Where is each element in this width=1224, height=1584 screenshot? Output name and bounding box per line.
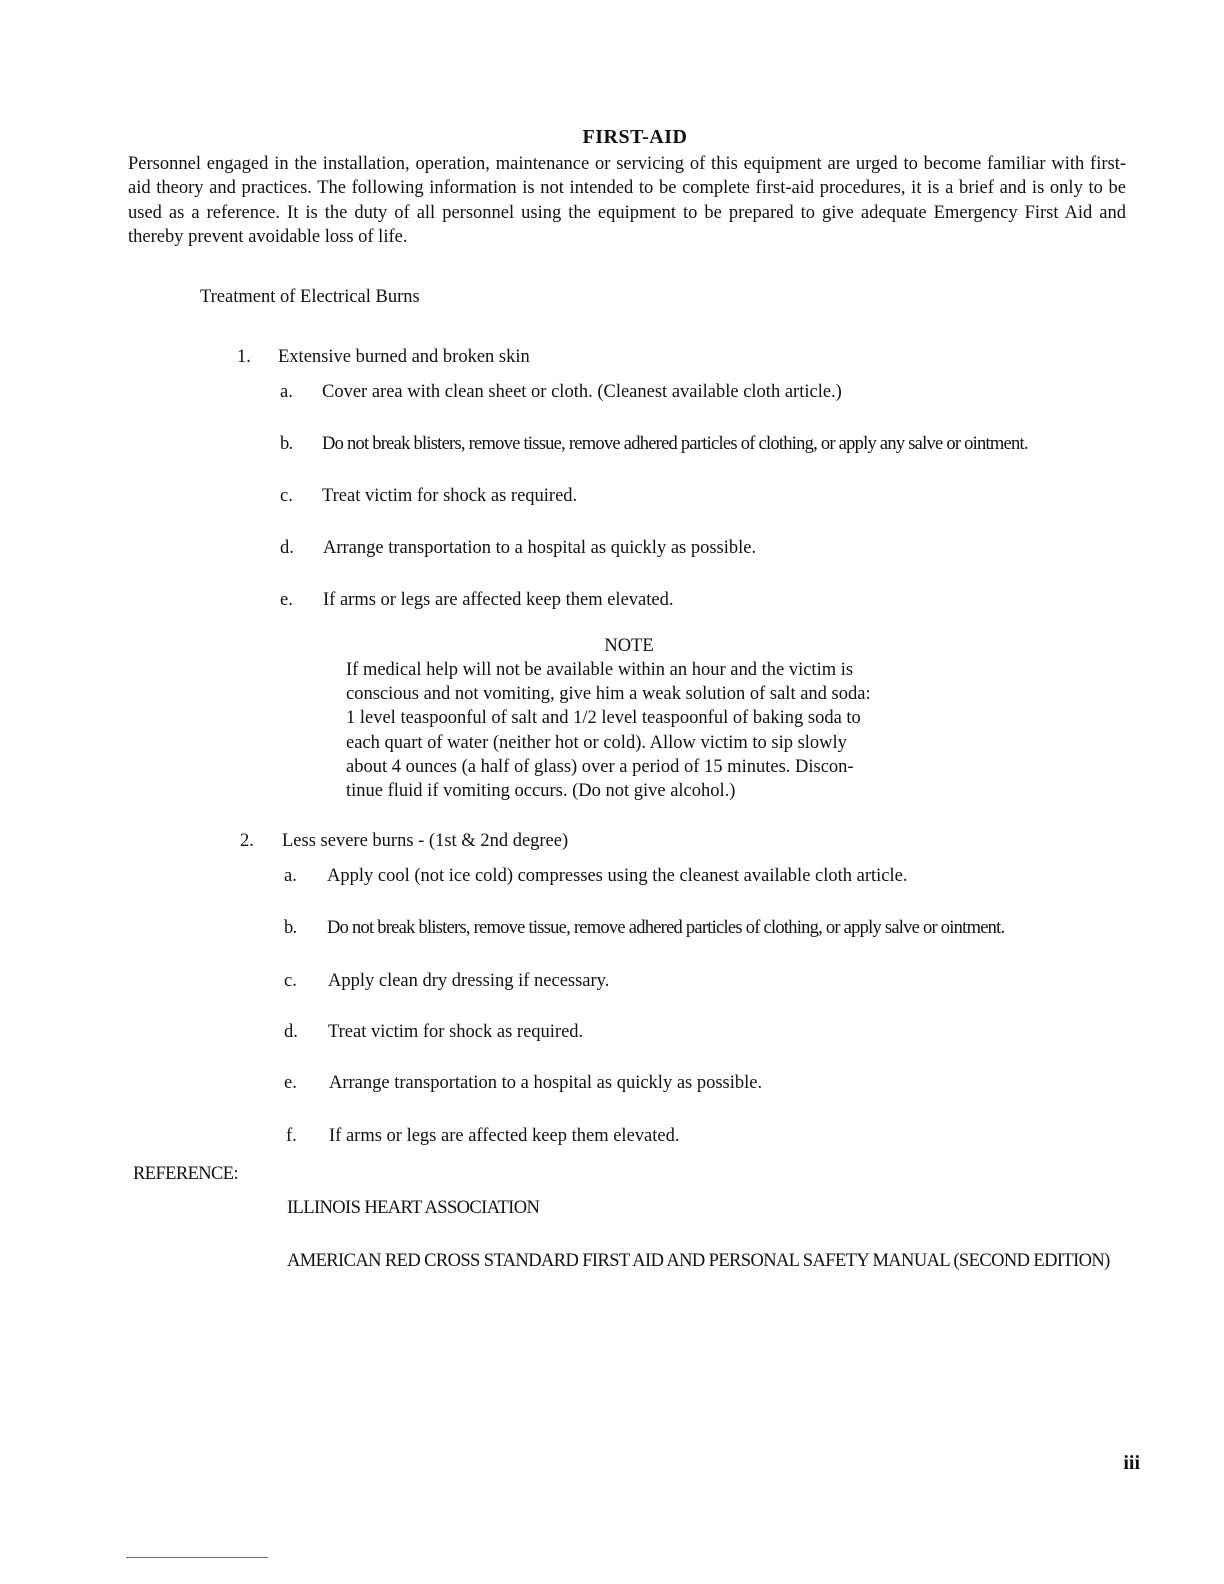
sub-item-text: Apply clean dry dressing if necessary. [328, 971, 610, 991]
sub-item-text: Do not break blisters, remove tissue, remove adhered particles of clothing, or apply salve or ointment. [327, 918, 1005, 938]
sub-item-text: Apply cool (not ice cold) compresses using the cleanest available cloth article. [327, 866, 908, 886]
sub-item-text: If arms or legs are affected keep them elevated. [329, 1126, 680, 1146]
note-line: each quart of water (neither hot or cold). Allow victim to sip slowly [346, 732, 847, 753]
page-title: FIRST-AID [582, 126, 688, 148]
sub-item-text: Do not break blisters, remove tissue, remove adhered particles of clothing, or apply any salve or ointment. [322, 434, 1028, 454]
sub-item-letter: a. [280, 382, 293, 402]
section-heading: Treatment of Electrical Burns [200, 287, 420, 307]
note-line: tinue fluid if vomiting occurs. (Do not give alcohol.) [346, 781, 736, 802]
sub-item-letter: e. [280, 590, 293, 610]
list-item-text: Extensive burned and broken skin [278, 347, 530, 367]
sub-item-text: If arms or legs are affected keep them elevated. [323, 590, 674, 610]
sub-item-letter: d. [280, 538, 294, 558]
sub-item-letter: d. [284, 1022, 298, 1042]
reference-item: ILLINOIS HEART ASSOCIATION [287, 1198, 540, 1218]
list-item-number: 1. [237, 347, 251, 367]
list-item-number: 2. [240, 831, 254, 851]
sub-item-letter: c. [280, 486, 293, 506]
sub-item-text: Treat victim for shock as required. [328, 1022, 584, 1042]
sub-item-letter: b. [280, 434, 293, 454]
sub-item-letter: a. [284, 866, 297, 886]
note-body [346, 658, 918, 803]
note-line: If medical help will not be available within an hour and the victim is [346, 660, 854, 680]
sub-item-letter: b. [284, 918, 297, 938]
note-line: conscious and not vomiting, give him a weak solution of salt and soda: [346, 684, 871, 705]
list-item-text: Less severe burns - (1st & 2nd degree) [282, 831, 569, 851]
reference-item: AMERICAN RED CROSS STANDARD FIRST AID AND PERSONAL SAFETY MANUAL (SECOND EDITION) [287, 1251, 1110, 1271]
sub-item-text: Cover area with clean sheet or cloth. (Cleanest available cloth article.) [322, 382, 842, 402]
intro-paragraph: Personnel engaged in the installation, operation, maintenance or servicing of this equipment are urged to become familiar with first-aid theory and practices. The following information is not intended to be complete first-aid procedures, it is a brief and is only to be used as a reference. It is the duty of all personnel using the equipment to be prepared to give adequate Emergency First Aid and thereby prevent avoidable loss of life. [128, 154, 1126, 248]
sub-item-text: Arrange transportation to a hospital as quickly as possible. [329, 1073, 763, 1093]
sub-item-text: Arrange transportation to a hospital as quickly as possible. [323, 538, 757, 558]
note-title: NOTE [604, 636, 654, 656]
note-line: 1 level teaspoonful of salt and 1/2 level teaspoonful of baking soda to [346, 708, 861, 729]
note-line: about 4 ounces (a half of glass) over a period of 15 minutes. Discon- [346, 756, 854, 777]
sub-item-letter: e. [284, 1073, 297, 1093]
sub-item-letter: f. [286, 1126, 297, 1146]
sub-item-letter: c. [284, 971, 297, 991]
sub-item-text: Treat victim for shock as required. [322, 486, 578, 506]
footer-divider [126, 1557, 268, 1558]
page-number: iii [1123, 1452, 1140, 1474]
reference-label: REFERENCE: [133, 1164, 239, 1184]
